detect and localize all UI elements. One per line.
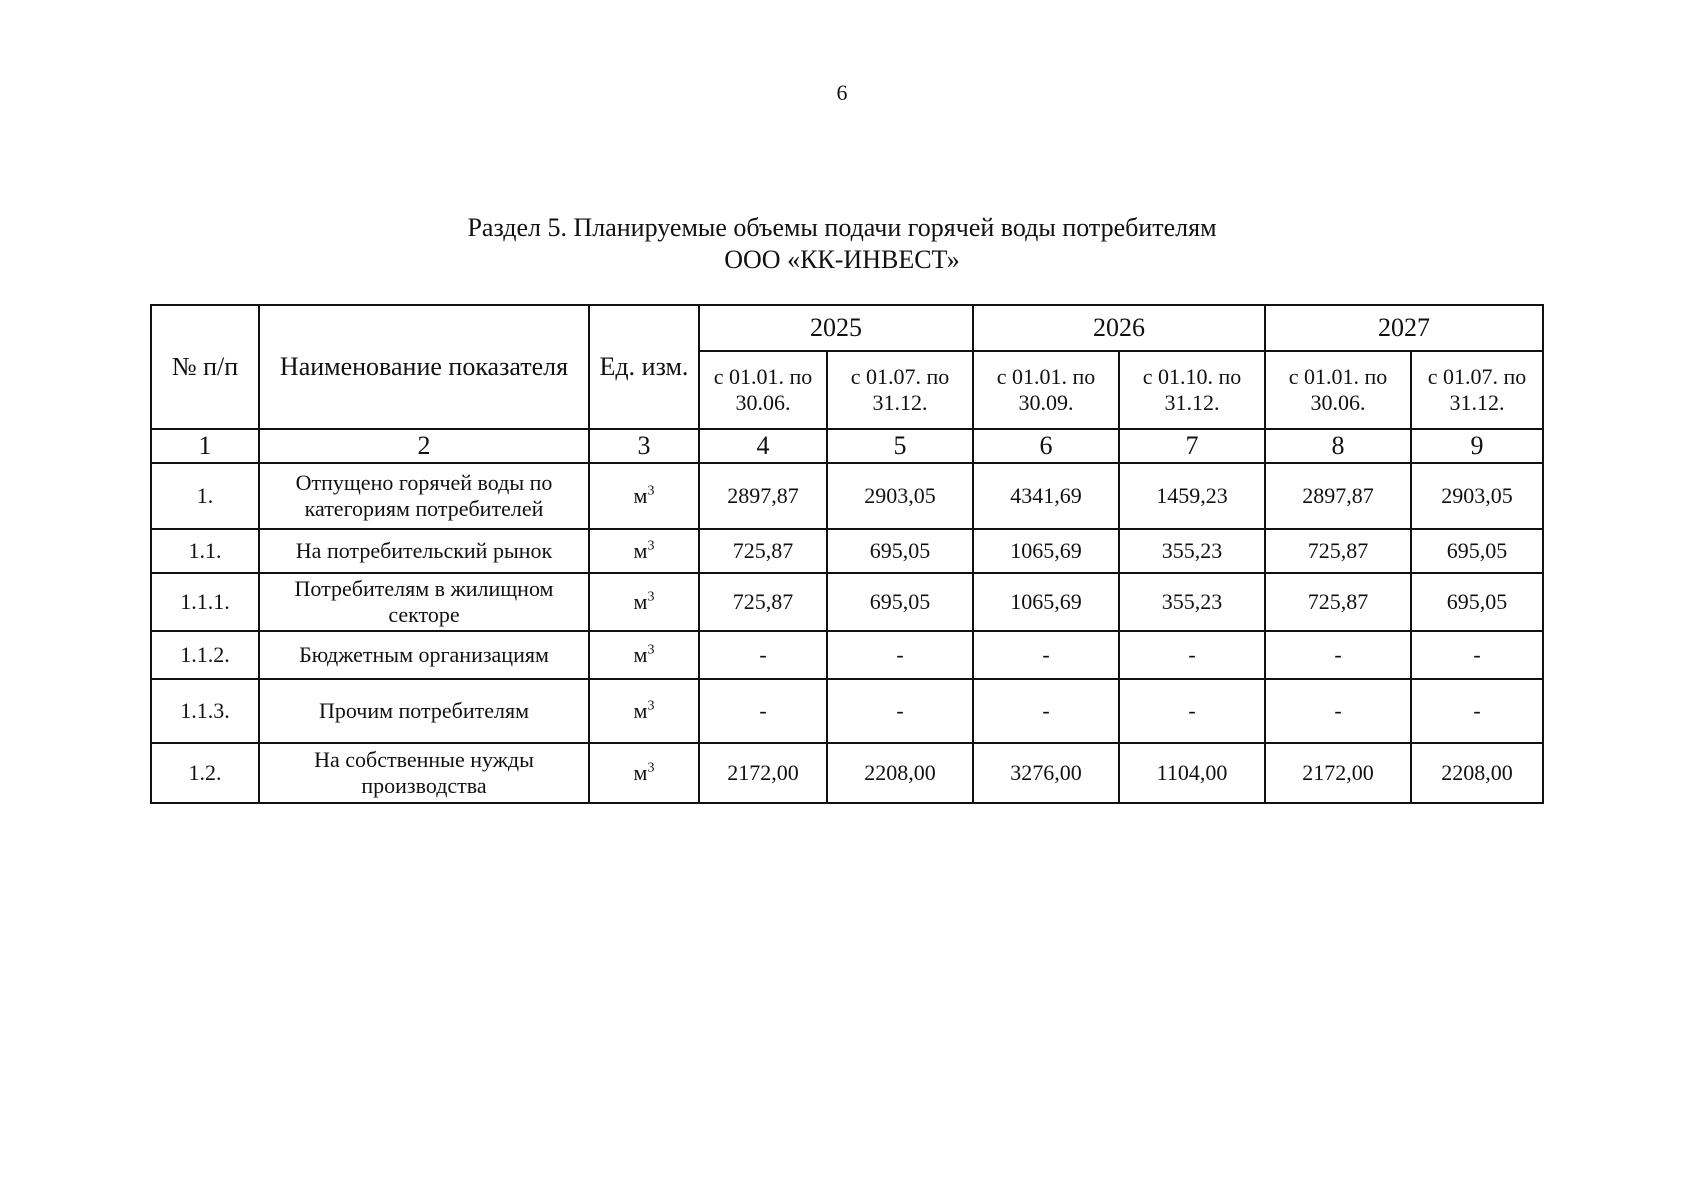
row-value: 2208,00: [827, 743, 973, 803]
header-period: с 01.10. по 31.12.: [1119, 351, 1265, 429]
row-value: 2208,00: [1411, 743, 1543, 803]
row-value: -: [1265, 679, 1411, 743]
header-year: 2025: [699, 305, 973, 351]
row-value: 695,05: [1411, 573, 1543, 631]
row-value: 725,87: [699, 573, 827, 631]
unit-exponent: 3: [647, 538, 655, 554]
row-indicator-name: На потребительский рынок: [259, 529, 589, 573]
section-title: [0, 212, 1684, 276]
table-row: [151, 679, 1543, 743]
table-row: [151, 743, 1543, 803]
row-value: -: [1265, 631, 1411, 679]
row-indicator-name: Потребителям в жилищном секторе: [259, 573, 589, 631]
section-title-line-2: ООО «КК-ИНВЕСТ»: [724, 245, 960, 274]
row-value: -: [1119, 631, 1265, 679]
header-name: Наименование показателя: [259, 305, 589, 429]
row-unit: [589, 743, 699, 803]
row-value: 1459,23: [1119, 463, 1265, 529]
row-value: 2903,05: [1411, 463, 1543, 529]
unit-base: м: [633, 483, 648, 508]
row-value: 1065,69: [973, 529, 1119, 573]
unit-exponent: 3: [647, 642, 655, 658]
header-period: с 01.01. по 30.06.: [699, 351, 827, 429]
row-value: 355,23: [1119, 529, 1265, 573]
column-number: 8: [1265, 429, 1411, 463]
row-value: 2172,00: [699, 743, 827, 803]
header-period: с 01.07. по 31.12.: [1411, 351, 1543, 429]
row-value: 695,05: [827, 573, 973, 631]
row-number: 1.1.1.: [151, 573, 259, 631]
row-number: 1.1.2.: [151, 631, 259, 679]
row-value: 3276,00: [973, 743, 1119, 803]
unit-exponent: 3: [647, 698, 655, 714]
row-number: 1.1.: [151, 529, 259, 573]
row-value: 2172,00: [1265, 743, 1411, 803]
row-value: 1065,69: [973, 573, 1119, 631]
header-unit: Ед. изм.: [589, 305, 699, 429]
row-value: 2897,87: [699, 463, 827, 529]
row-value: -: [827, 631, 973, 679]
row-unit: [589, 573, 699, 631]
row-value: 355,23: [1119, 573, 1265, 631]
row-value: -: [699, 679, 827, 743]
column-number: 9: [1411, 429, 1543, 463]
row-value: -: [973, 679, 1119, 743]
section-title-line-1: Раздел 5. Планируемые объемы подачи горячей воды потребителям: [467, 213, 1217, 242]
row-unit: [589, 529, 699, 573]
hot-water-supply-table: [150, 304, 1544, 804]
row-value: 725,87: [699, 529, 827, 573]
table-row: [151, 631, 1543, 679]
row-value: -: [827, 679, 973, 743]
page-number: 6: [836, 80, 848, 105]
unit-base: м: [633, 589, 648, 614]
row-number: 1.1.3.: [151, 679, 259, 743]
row-number: 1.2.: [151, 743, 259, 803]
column-number: 2: [259, 429, 589, 463]
row-value: -: [1411, 679, 1543, 743]
row-value: 2903,05: [827, 463, 973, 529]
unit-base: м: [633, 642, 648, 667]
column-number: 7: [1119, 429, 1265, 463]
column-number: 4: [699, 429, 827, 463]
header-period: с 01.01. по 30.09.: [973, 351, 1119, 429]
table-row: [151, 573, 1543, 631]
row-value: 725,87: [1265, 573, 1411, 631]
row-value: 2897,87: [1265, 463, 1411, 529]
unit-base: м: [633, 538, 648, 563]
header-period: с 01.07. по 31.12.: [827, 351, 973, 429]
row-value: -: [699, 631, 827, 679]
row-indicator-name: На собственные нужды производства: [259, 743, 589, 803]
row-value: 4341,69: [973, 463, 1119, 529]
row-value: 725,87: [1265, 529, 1411, 573]
row-indicator-name: Отпущено горячей воды по категориям потребителей: [259, 463, 589, 529]
row-indicator-name: Бюджетным организациям: [259, 631, 589, 679]
row-value: -: [1119, 679, 1265, 743]
header-year: 2026: [973, 305, 1265, 351]
table-row: [151, 529, 1543, 573]
unit-exponent: 3: [647, 483, 655, 499]
column-number-row: [151, 429, 1543, 463]
row-value: 695,05: [827, 529, 973, 573]
header-num: № п/п: [151, 305, 259, 429]
row-indicator-name: Прочим потребителям: [259, 679, 589, 743]
unit-exponent: 3: [647, 589, 655, 605]
column-number: 5: [827, 429, 973, 463]
row-unit: [589, 679, 699, 743]
row-unit: [589, 631, 699, 679]
table-row: [151, 463, 1543, 529]
column-number: 1: [151, 429, 259, 463]
row-value: 695,05: [1411, 529, 1543, 573]
row-unit: [589, 463, 699, 529]
row-value: 1104,00: [1119, 743, 1265, 803]
row-number: 1.: [151, 463, 259, 529]
row-value: -: [973, 631, 1119, 679]
column-number: 6: [973, 429, 1119, 463]
header-year: 2027: [1265, 305, 1543, 351]
header-period: с 01.01. по 30.06.: [1265, 351, 1411, 429]
row-value: -: [1411, 631, 1543, 679]
unit-base: м: [633, 760, 648, 785]
unit-exponent: 3: [647, 760, 655, 776]
column-number: 3: [589, 429, 699, 463]
unit-base: м: [633, 698, 648, 723]
